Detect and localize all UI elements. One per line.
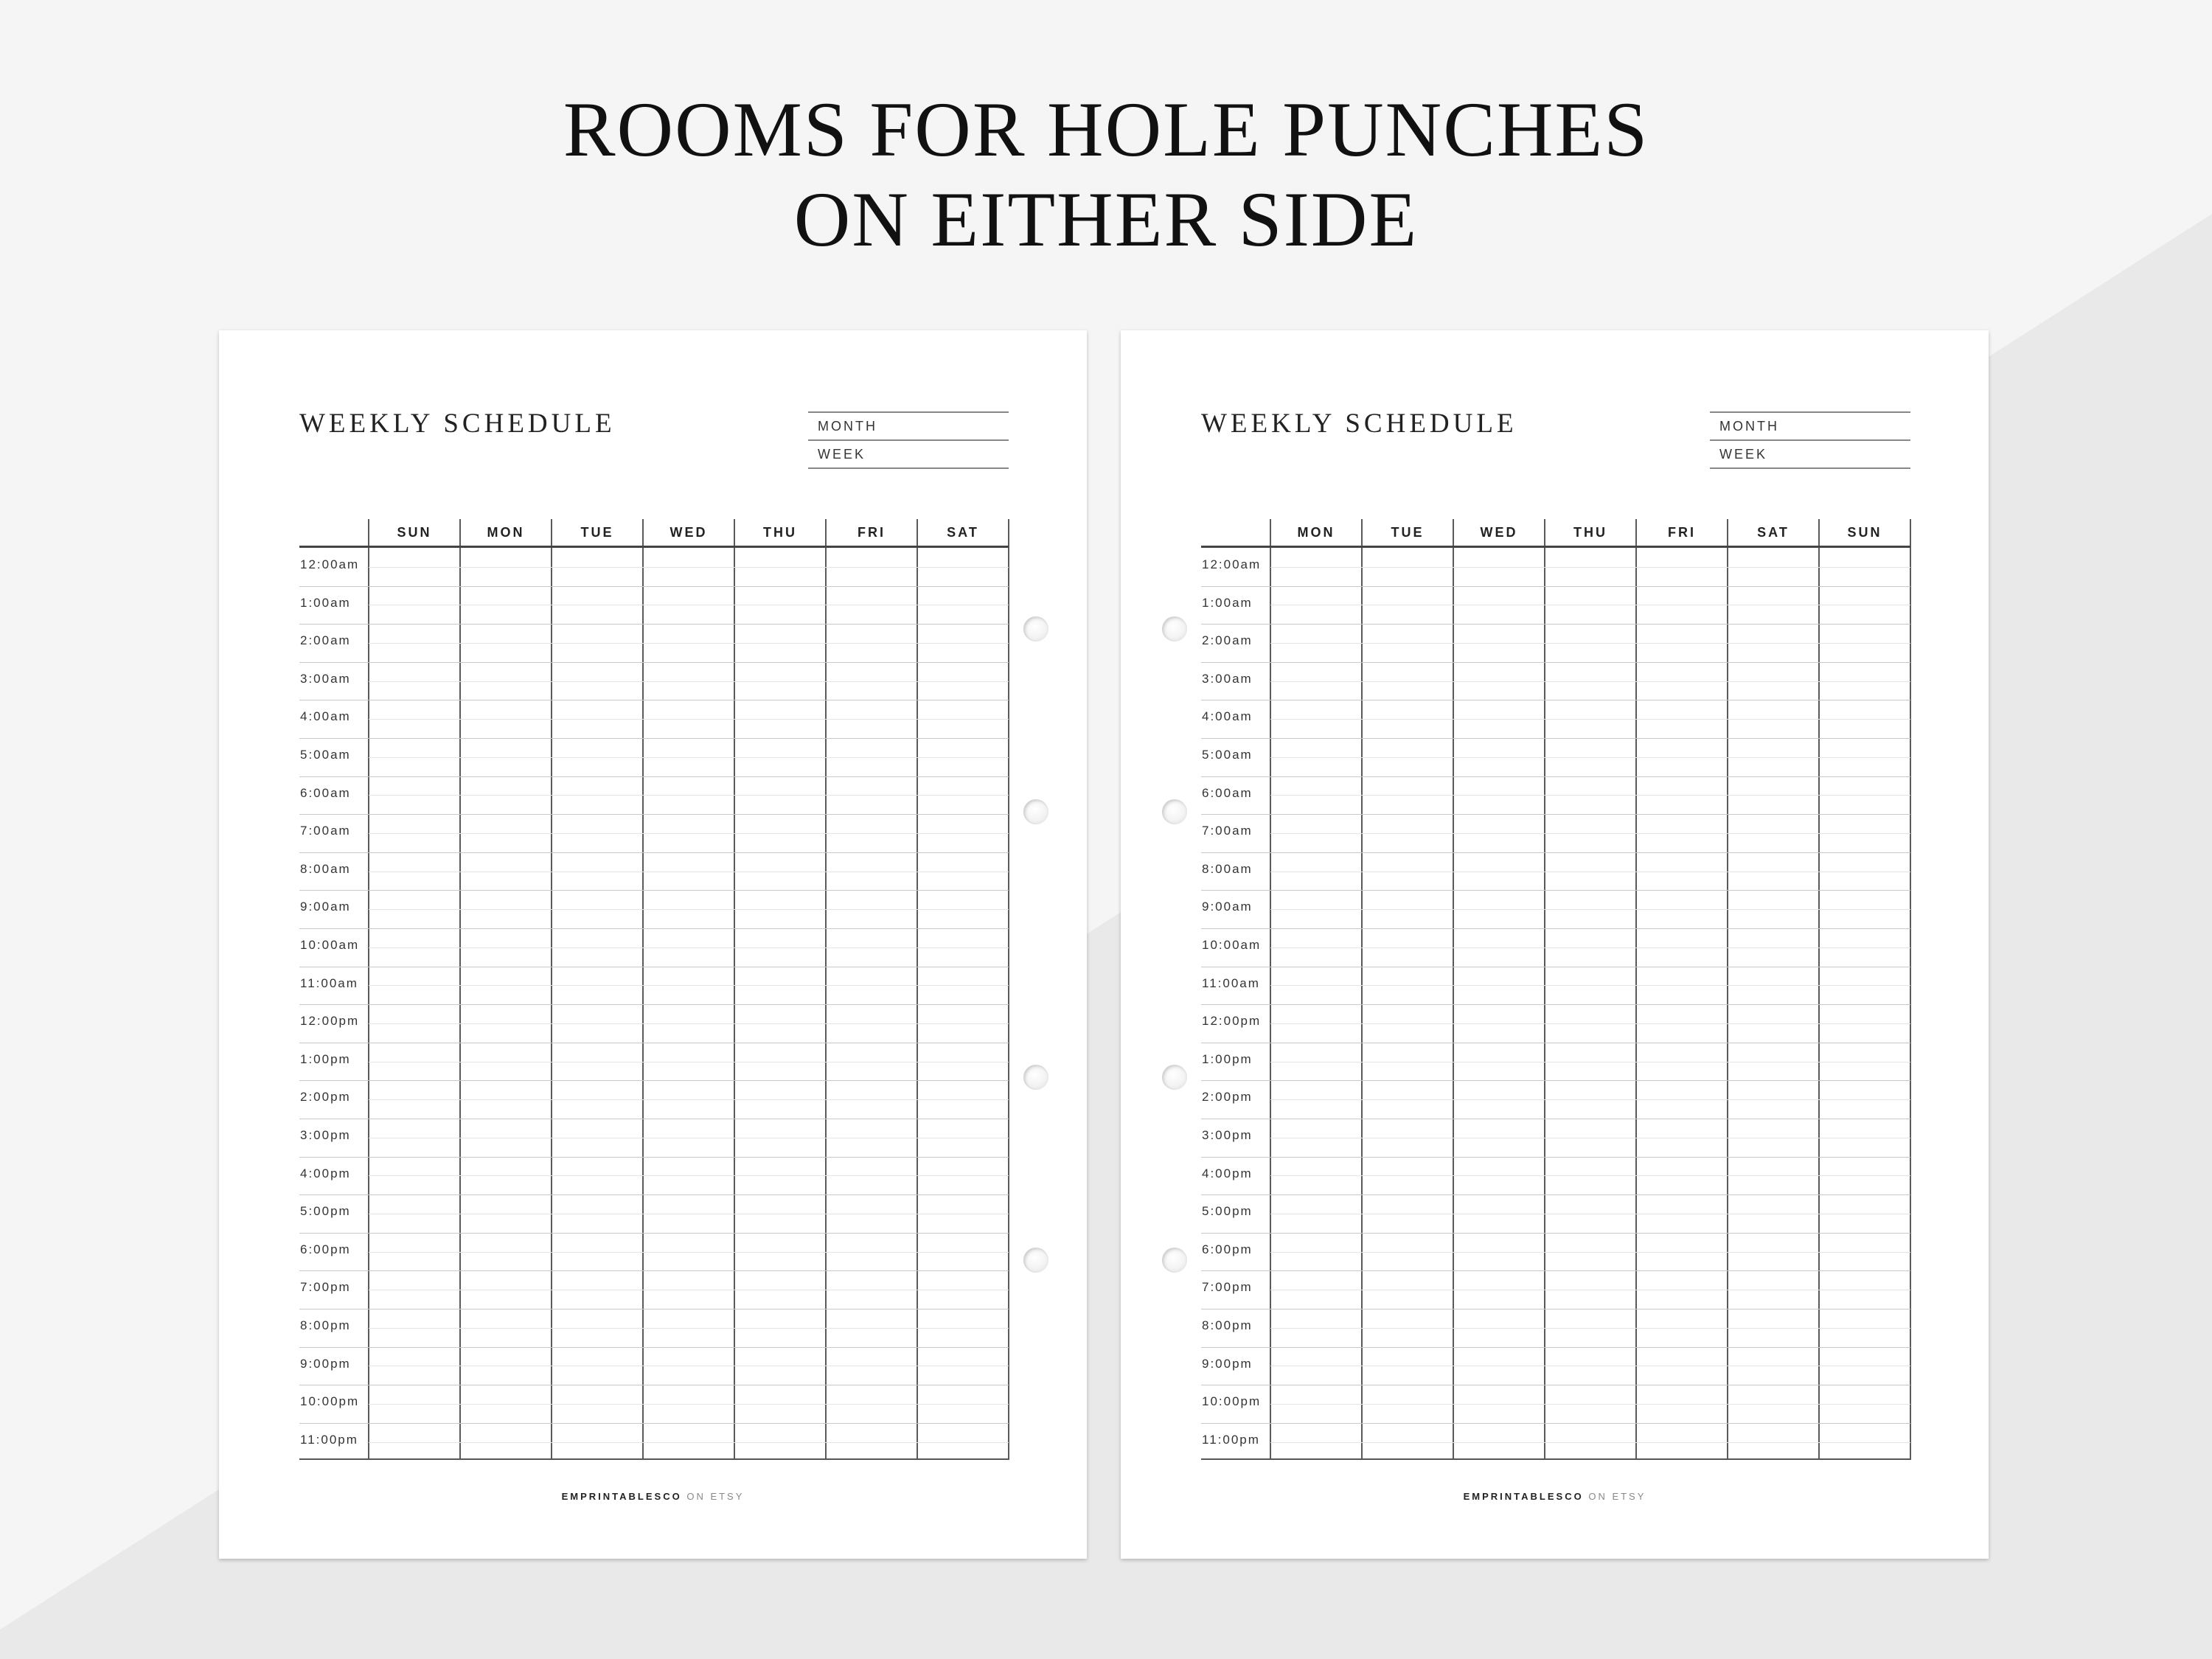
time-label: 7:00pm xyxy=(300,1280,351,1295)
schedule-grid xyxy=(1201,519,1910,1460)
week-field[interactable]: WEEK xyxy=(1710,441,1910,469)
half-hour-line xyxy=(369,985,1009,986)
time-label: 12:00am xyxy=(300,557,360,571)
column-divider xyxy=(1818,519,1820,1460)
half-hour-line xyxy=(1270,985,1910,986)
headline-line-1: ROOMS FOR HOLE PUNCHES xyxy=(563,86,1649,173)
time-label: 5:00pm xyxy=(1202,1204,1253,1219)
half-hour-line xyxy=(1270,1099,1910,1100)
half-hour-line xyxy=(369,1404,1009,1405)
column-divider xyxy=(1910,519,1911,1460)
half-hour-line xyxy=(369,833,1009,834)
planner-page-left xyxy=(219,330,1087,1559)
time-label: 12:00pm xyxy=(300,1014,360,1029)
time-label: 3:00am xyxy=(300,671,351,686)
half-hour-line xyxy=(1270,1328,1910,1329)
time-label: 5:00am xyxy=(300,748,351,762)
hour-line xyxy=(299,1157,1009,1158)
hole-punch-icon xyxy=(1162,799,1187,824)
half-hour-line xyxy=(1270,909,1910,910)
time-label: 11:00pm xyxy=(1202,1432,1260,1447)
time-label: 1:00am xyxy=(1202,595,1253,610)
time-label: 7:00am xyxy=(1202,824,1253,838)
page-title: WEEKLY SCHEDULE xyxy=(1201,408,1517,439)
hour-line xyxy=(1201,928,1910,929)
hole-punch-icon xyxy=(1023,1065,1048,1090)
half-hour-line xyxy=(369,1175,1009,1176)
day-header: FRI xyxy=(858,525,886,540)
time-label: 9:00pm xyxy=(300,1356,351,1371)
time-label: 2:00am xyxy=(1202,633,1253,648)
hour-line xyxy=(1201,1004,1910,1005)
day-header: TUE xyxy=(1391,525,1425,540)
half-hour-line xyxy=(1270,1175,1910,1176)
day-header: SAT xyxy=(1757,525,1790,540)
header-divider xyxy=(299,546,1009,548)
week-field[interactable]: WEEK xyxy=(808,441,1009,469)
half-hour-line xyxy=(369,1099,1009,1100)
hour-line xyxy=(299,1309,1009,1310)
hour-line xyxy=(299,1194,1009,1195)
day-header: MON xyxy=(1297,525,1335,540)
hour-line xyxy=(299,738,1009,739)
column-divider xyxy=(551,519,552,1460)
half-hour-line xyxy=(369,719,1009,720)
half-hour-line xyxy=(369,1328,1009,1329)
hour-line xyxy=(1201,1347,1910,1348)
time-label: 10:00pm xyxy=(300,1394,360,1409)
hour-line xyxy=(299,624,1009,625)
footer-brand: EMPRINTABLESCO xyxy=(1463,1491,1584,1502)
hour-line xyxy=(1201,852,1910,853)
column-divider xyxy=(1453,519,1454,1460)
hole-punch-icon xyxy=(1023,1248,1048,1273)
footer-brand: EMPRINTABLESCO xyxy=(561,1491,682,1502)
hour-line xyxy=(1201,738,1910,739)
half-hour-line xyxy=(369,681,1009,682)
hole-punch-icon xyxy=(1162,1248,1187,1273)
half-hour-line xyxy=(1270,947,1910,948)
time-label: 1:00pm xyxy=(300,1051,351,1066)
hour-line xyxy=(299,1004,1009,1005)
time-label: 11:00pm xyxy=(300,1432,358,1447)
time-label: 11:00am xyxy=(300,975,358,990)
half-hour-line xyxy=(369,1023,1009,1024)
time-label: 4:00am xyxy=(300,709,351,724)
time-label: 9:00am xyxy=(1202,900,1253,914)
time-label: 3:00pm xyxy=(300,1128,351,1142)
month-week-fields xyxy=(1710,411,1910,469)
grid-bottom-line xyxy=(299,1458,1009,1460)
time-label: 10:00pm xyxy=(1202,1394,1262,1409)
column-divider xyxy=(917,519,918,1460)
month-field[interactable]: MONTH xyxy=(1710,413,1910,441)
half-hour-line xyxy=(1270,567,1910,568)
half-hour-line xyxy=(1270,1404,1910,1405)
time-label: 8:00am xyxy=(1202,861,1253,876)
planner-page-right xyxy=(1121,330,1989,1559)
day-header: FRI xyxy=(1668,525,1696,540)
hour-line xyxy=(1201,814,1910,815)
hour-line xyxy=(299,1347,1009,1348)
hour-line xyxy=(299,662,1009,663)
hour-line xyxy=(299,814,1009,815)
hour-line xyxy=(1201,1270,1910,1271)
hour-line xyxy=(299,890,1009,891)
day-header: TUE xyxy=(580,525,614,540)
column-divider xyxy=(1544,519,1545,1460)
month-week-fields xyxy=(808,411,1009,469)
month-field[interactable]: MONTH xyxy=(808,413,1009,441)
hour-line xyxy=(299,586,1009,587)
half-hour-line xyxy=(369,757,1009,758)
headline xyxy=(0,85,2212,265)
column-divider xyxy=(1361,519,1363,1460)
half-hour-line xyxy=(1270,643,1910,644)
day-header: SUN xyxy=(397,525,432,540)
header-divider xyxy=(1201,546,1910,548)
time-label: 9:00am xyxy=(300,900,351,914)
hour-line xyxy=(1201,1080,1910,1081)
hour-line xyxy=(1201,624,1910,625)
day-header: SAT xyxy=(947,525,979,540)
hour-line xyxy=(1201,776,1910,777)
column-divider xyxy=(642,519,644,1460)
time-label: 7:00pm xyxy=(1202,1280,1253,1295)
day-header: THU xyxy=(763,525,797,540)
time-label: 6:00pm xyxy=(300,1242,351,1256)
time-label: 9:00pm xyxy=(1202,1356,1253,1371)
time-label: 8:00am xyxy=(300,861,351,876)
hour-line xyxy=(1201,1423,1910,1424)
day-header: WED xyxy=(1480,525,1518,540)
time-label: 4:00pm xyxy=(1202,1166,1253,1180)
column-divider xyxy=(368,519,369,1460)
footer-suffix: ON ETSY xyxy=(1588,1491,1646,1502)
half-hour-line xyxy=(369,795,1009,796)
hour-line xyxy=(299,1270,1009,1271)
half-hour-line xyxy=(1270,1252,1910,1253)
half-hour-line xyxy=(1270,795,1910,796)
day-header: THU xyxy=(1573,525,1607,540)
schedule-grid xyxy=(299,519,1009,1460)
column-divider xyxy=(1270,519,1271,1460)
hour-line xyxy=(299,852,1009,853)
column-divider xyxy=(1008,519,1009,1460)
column-divider xyxy=(734,519,735,1460)
hour-line xyxy=(299,1423,1009,1424)
half-hour-line xyxy=(1270,719,1910,720)
day-header: WED xyxy=(669,525,708,540)
time-label: 11:00am xyxy=(1202,975,1260,990)
column-divider xyxy=(459,519,461,1460)
hole-punch-icon xyxy=(1023,799,1048,824)
hour-line xyxy=(299,928,1009,929)
time-label: 2:00am xyxy=(300,633,351,648)
half-hour-line xyxy=(1270,833,1910,834)
time-label: 1:00am xyxy=(300,595,351,610)
footer-credit xyxy=(1121,1491,1989,1502)
time-label: 6:00am xyxy=(300,785,351,800)
half-hour-line xyxy=(369,567,1009,568)
time-label: 12:00pm xyxy=(1202,1014,1262,1029)
half-hour-line xyxy=(1270,1442,1910,1443)
time-label: 2:00pm xyxy=(300,1090,351,1105)
hour-line xyxy=(1201,1194,1910,1195)
hour-line xyxy=(1201,662,1910,663)
hole-punch-icon xyxy=(1162,1065,1187,1090)
hour-line xyxy=(1201,586,1910,587)
time-label: 6:00am xyxy=(1202,785,1253,800)
half-hour-line xyxy=(369,909,1009,910)
time-label: 1:00pm xyxy=(1202,1051,1253,1066)
time-label: 3:00am xyxy=(1202,671,1253,686)
hour-line xyxy=(299,1233,1009,1234)
time-label: 10:00am xyxy=(1202,938,1262,952)
day-header: MON xyxy=(487,525,525,540)
hour-line xyxy=(1201,890,1910,891)
time-label: 2:00pm xyxy=(1202,1090,1253,1105)
half-hour-line xyxy=(1270,1023,1910,1024)
hour-line xyxy=(299,776,1009,777)
half-hour-line xyxy=(369,947,1009,948)
column-divider xyxy=(825,519,827,1460)
hole-punch-icon xyxy=(1023,616,1048,641)
time-label: 12:00am xyxy=(1202,557,1262,571)
half-hour-line xyxy=(1270,757,1910,758)
time-label: 4:00am xyxy=(1202,709,1253,724)
half-hour-line xyxy=(369,1252,1009,1253)
half-hour-line xyxy=(369,1442,1009,1443)
time-label: 3:00pm xyxy=(1202,1128,1253,1142)
column-divider xyxy=(1635,519,1637,1460)
time-label: 5:00am xyxy=(1202,748,1253,762)
hour-line xyxy=(1201,1157,1910,1158)
time-label: 7:00am xyxy=(300,824,351,838)
footer-credit xyxy=(219,1491,1087,1502)
time-label: 5:00pm xyxy=(300,1204,351,1219)
time-label: 4:00pm xyxy=(300,1166,351,1180)
hole-punch-icon xyxy=(1162,616,1187,641)
hour-line xyxy=(299,1080,1009,1081)
time-label: 6:00pm xyxy=(1202,1242,1253,1256)
half-hour-line xyxy=(1270,681,1910,682)
footer-suffix: ON ETSY xyxy=(686,1491,745,1502)
time-label: 10:00am xyxy=(300,938,360,952)
grid-bottom-line xyxy=(1201,1458,1910,1460)
page-title: WEEKLY SCHEDULE xyxy=(299,408,616,439)
time-label: 8:00pm xyxy=(1202,1318,1253,1332)
half-hour-line xyxy=(369,643,1009,644)
time-label: 8:00pm xyxy=(300,1318,351,1332)
column-divider xyxy=(1727,519,1728,1460)
headline-line-2: ON EITHER SIDE xyxy=(793,176,1419,262)
day-header: SUN xyxy=(1847,525,1882,540)
hour-line xyxy=(1201,1233,1910,1234)
hour-line xyxy=(1201,1309,1910,1310)
